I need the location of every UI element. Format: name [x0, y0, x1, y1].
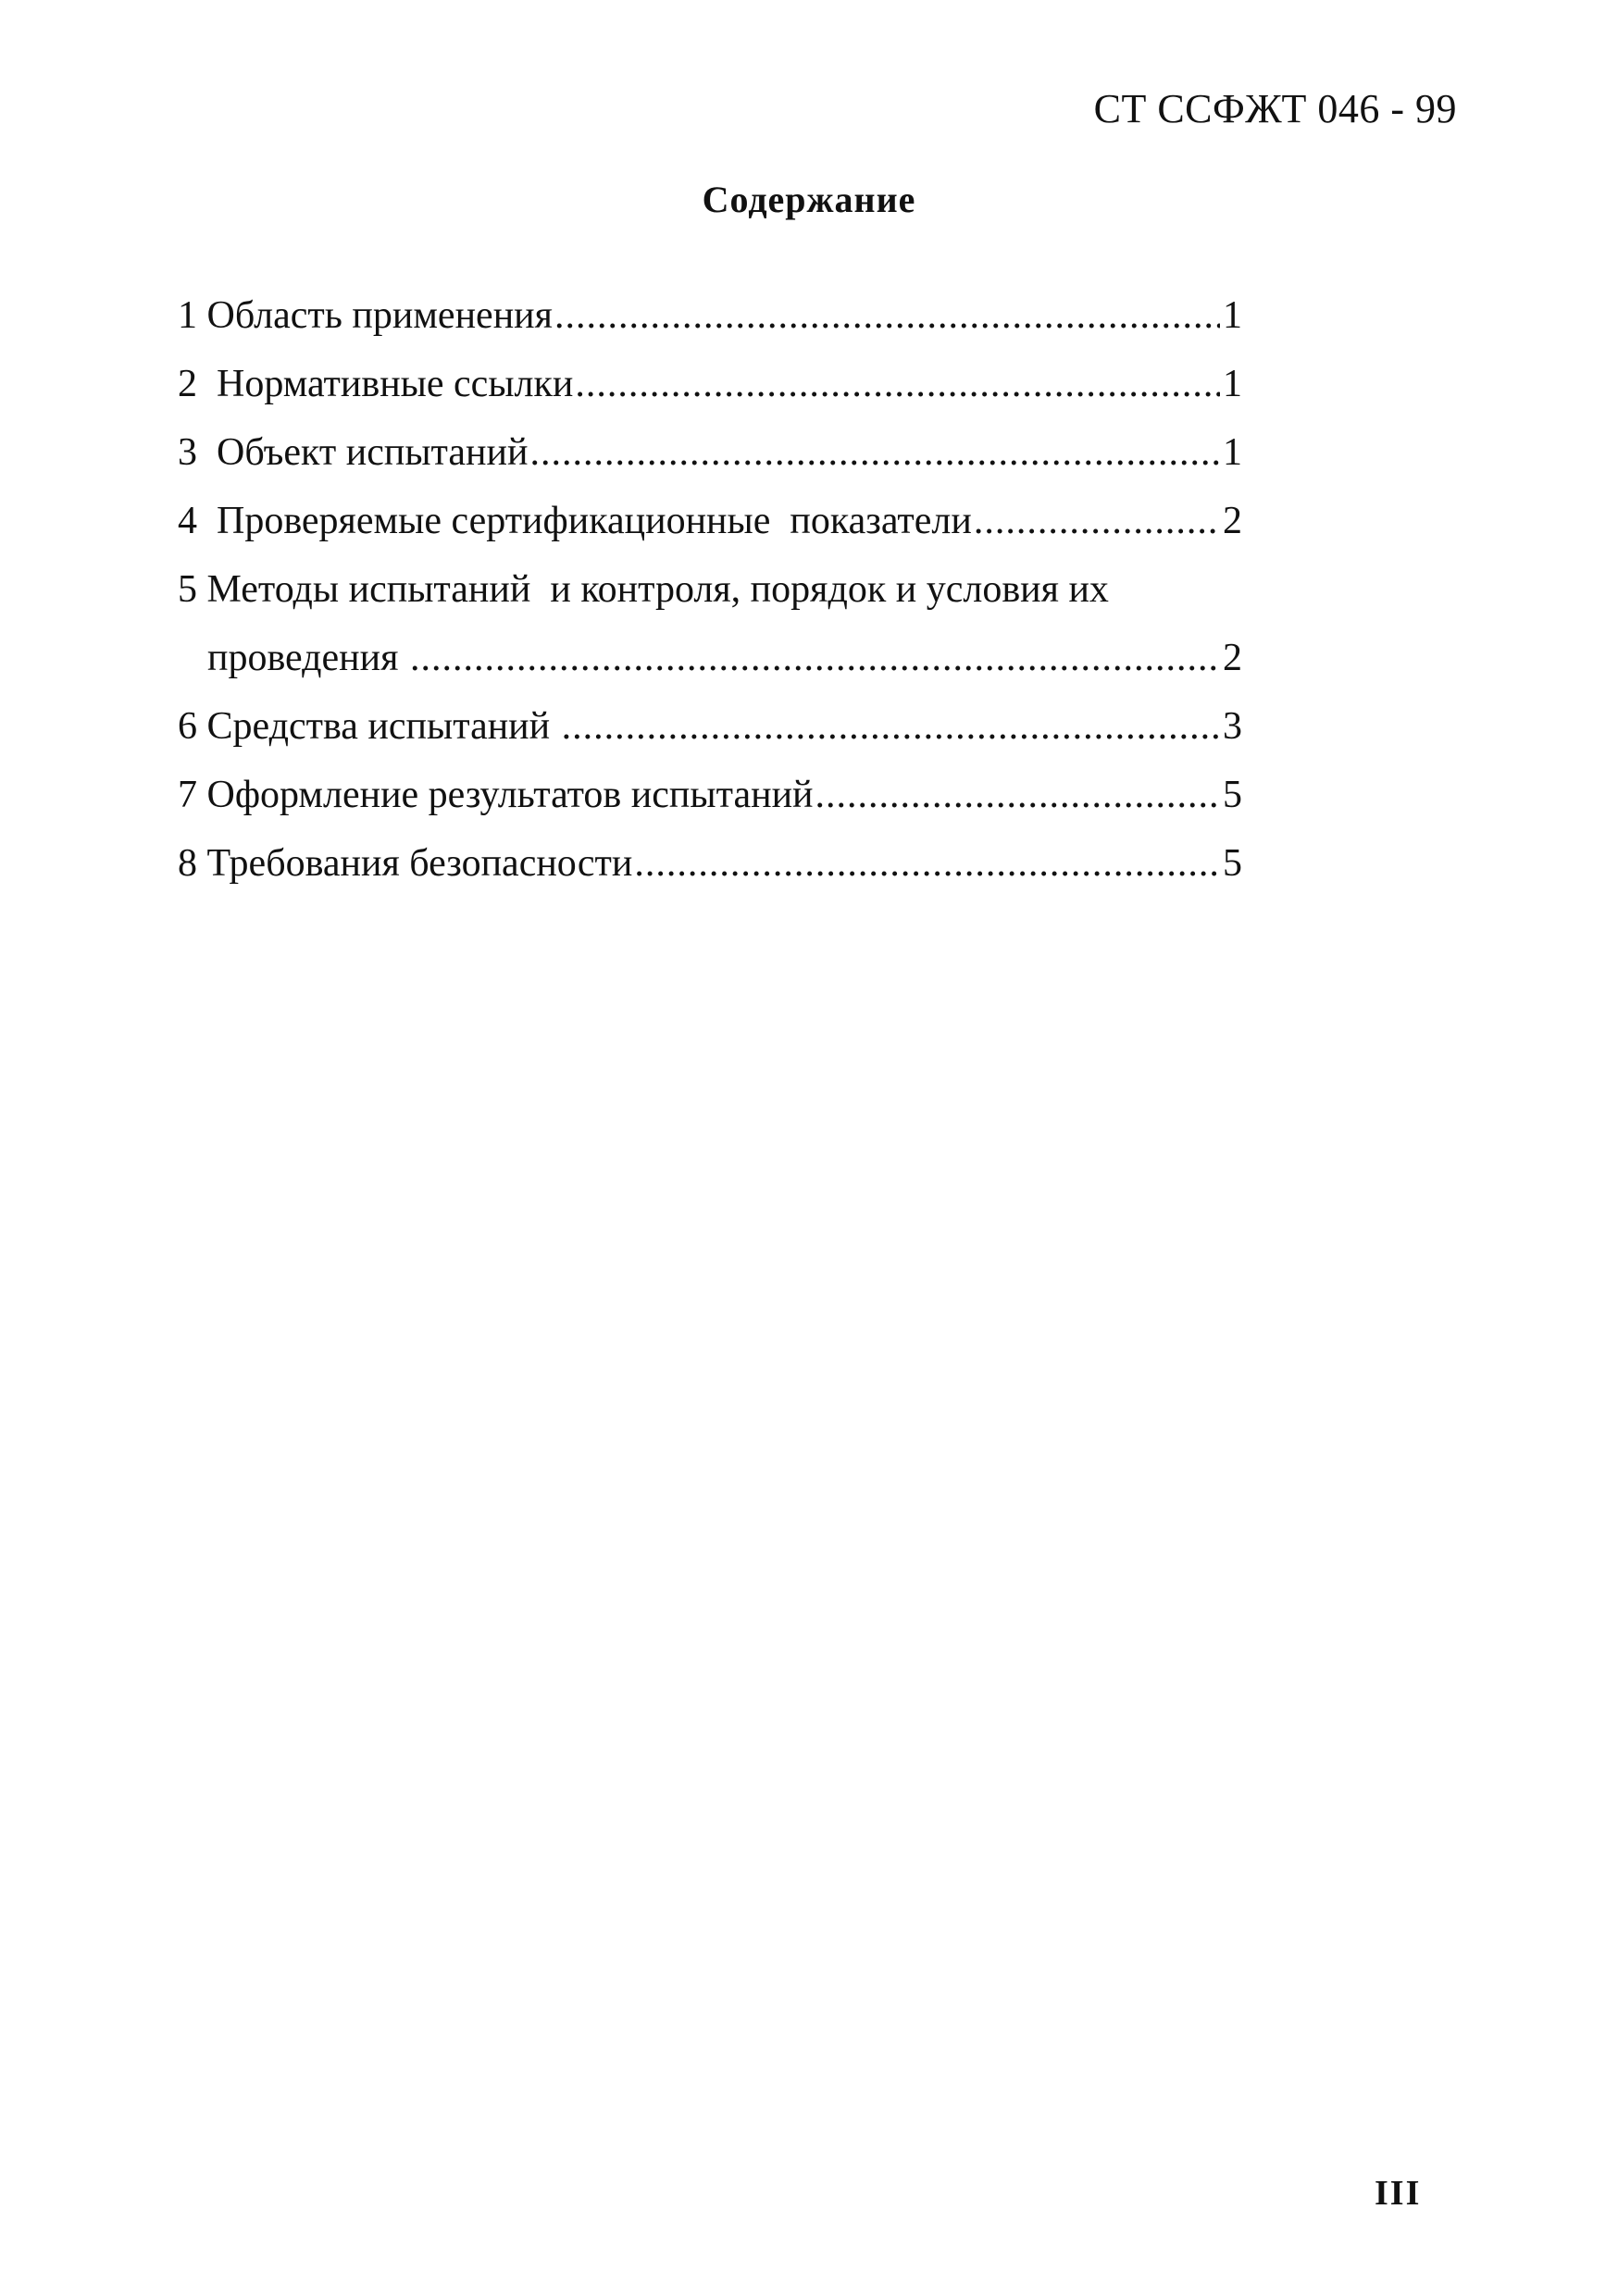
toc-leader-dots	[815, 761, 1220, 829]
toc-leader-dots	[974, 487, 1220, 555]
page-number: III	[1375, 2174, 1422, 2213]
toc-entry-page: 1	[1223, 431, 1242, 474]
toc-entry-page: 3	[1223, 705, 1242, 748]
toc-entry-2	[178, 350, 1242, 418]
contents-heading: Содержание	[702, 179, 916, 220]
toc-entry-text: 4 Проверяемые сертификационные показатели	[178, 500, 972, 542]
toc-entry-page: 2	[1223, 500, 1242, 542]
toc-leader-dots	[554, 281, 1220, 350]
toc-entry-1	[178, 281, 1242, 350]
toc-entry-text: 3 Объект испытаний	[178, 431, 529, 474]
toc-entry-page: 5	[1223, 774, 1242, 816]
toc-entry-5-continuation	[178, 624, 1242, 692]
toc-entry-text: 6 Средства испытаний	[178, 705, 560, 748]
toc-leader-dots	[410, 624, 1220, 692]
toc-entry-page: 2	[1223, 637, 1242, 679]
toc-entry-8	[178, 829, 1242, 898]
toc-entry-3	[178, 418, 1242, 487]
toc-leader-dots	[529, 418, 1220, 487]
toc-entry-text: 7 Оформление результатов испытаний	[178, 774, 814, 816]
toc-entry-page: 1	[1223, 294, 1242, 337]
toc-leader-dots	[562, 692, 1220, 761]
toc-entry-page: 1	[1223, 363, 1242, 405]
toc-entry-text: проведения	[207, 637, 408, 679]
toc-entry-5	[178, 555, 1242, 624]
document-code: СТ ССФЖТ 046 - 99	[1093, 86, 1457, 131]
table-of-contents	[178, 281, 1242, 898]
toc-entry-text: 1 Область применения	[178, 294, 553, 337]
toc-entry-page: 5	[1223, 842, 1242, 885]
toc-leader-dots	[575, 350, 1220, 418]
toc-entry-4	[178, 487, 1242, 555]
toc-entry-text: 8 Требования безопасности	[178, 842, 633, 885]
toc-entry-text: 5 Методы испытаний и контроля, порядок и условия их	[178, 568, 1109, 611]
toc-entry-text: 2 Нормативные ссылки	[178, 363, 574, 405]
toc-leader-dots	[634, 829, 1220, 898]
toc-entry-7	[178, 761, 1242, 829]
toc-entry-6	[178, 692, 1242, 761]
